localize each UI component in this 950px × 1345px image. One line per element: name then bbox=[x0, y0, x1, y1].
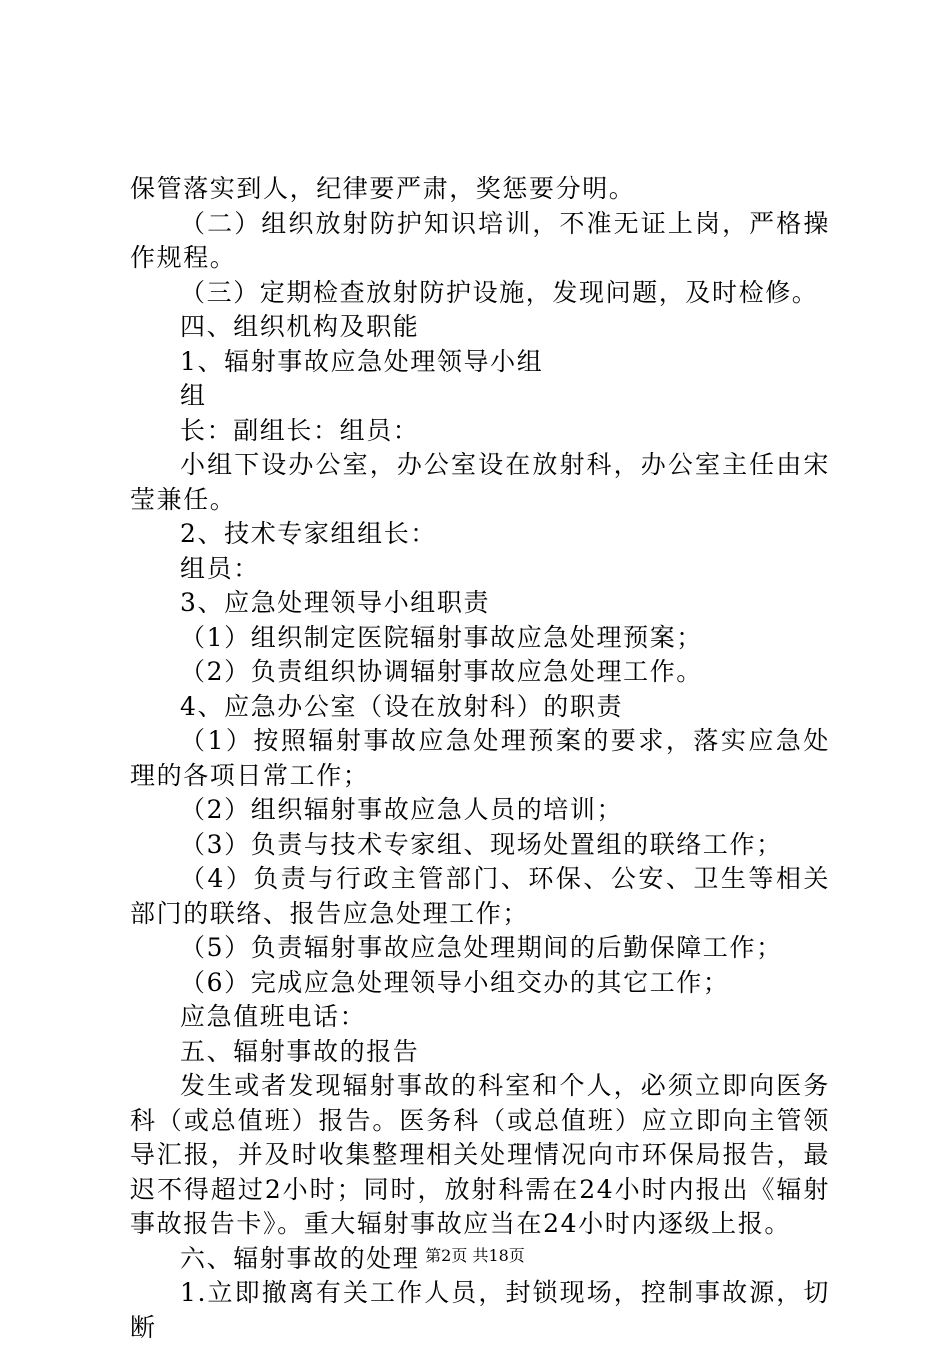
paragraph: （2）负责组织协调辐射事故应急处理工作。 bbox=[180, 657, 703, 686]
paragraph: 1、辐射事故应急处理领导小组 bbox=[180, 346, 544, 376]
paragraph: 应急值班电话： bbox=[180, 1002, 367, 1031]
paragraph: 长：副组长：组员： bbox=[180, 415, 420, 445]
paragraph: （4）负责与行政主管部门、环保、公安、卫生等相关部门的联络、报告应急处理工作； bbox=[130, 864, 830, 928]
paragraph: 组 bbox=[180, 381, 207, 410]
paragraph: （1）按照辐射事故应急处理预案的要求，落实应急处理的各项日常工作； bbox=[130, 726, 830, 790]
paragraph: 小组下设办公室，办公室设在放射科，办公室主任由宋莹兼任。 bbox=[130, 450, 830, 514]
paragraph: 保管落实到人，纪律要严肃，奖惩要分明。 bbox=[130, 174, 636, 203]
paragraph: （3）负责与技术专家组、现场处置组的联络工作； bbox=[180, 829, 783, 859]
paragraph: 四、组织机构及职能 bbox=[180, 312, 420, 341]
paragraph: （2）组织辐射事故应急人员的培训； bbox=[180, 795, 624, 824]
paragraph: （三）定期检查放射防护设施，发现问题，及时检修。 bbox=[180, 277, 819, 307]
paragraph: 五、辐射事故的报告 bbox=[180, 1036, 420, 1066]
paragraph: 1.立即撤离有关工作人员，封锁现场，控制事故源，切断 bbox=[130, 1278, 830, 1342]
paragraph: 3、应急处理领导小组职责 bbox=[180, 588, 491, 617]
paragraph: （1）组织制定医院辐射事故应急处理预案； bbox=[180, 622, 703, 652]
paragraph: 组员： bbox=[180, 553, 260, 583]
paragraph: （二）组织放射防护知识培训，不准无证上岗，严格操作规程。 bbox=[130, 208, 830, 272]
document-body bbox=[130, 172, 830, 1345]
paragraph: 六、辐射事故的处理 bbox=[180, 1243, 420, 1273]
paragraph: （6）完成应急处理领导小组交办的其它工作； bbox=[180, 967, 730, 997]
page-footer: 第2页 共18页 bbox=[425, 1246, 525, 1265]
paragraph: （5）负责辐射事故应急处理期间的后勤保障工作； bbox=[180, 933, 783, 962]
paragraph: 发生或者发现辐射事故的科室和个人，必须立即向医务科（或总值班）报告。医务科（或总值班）应立即向主管领导汇报，并及时收集整理相关处理情况向市环保局报告，最迟不得超过2小时；同时，放射科需在24小时内报出《辐射事故报告卡》。重大辐射事故应当在24小时内逐级上报。 bbox=[130, 1071, 830, 1238]
paragraph: 4、应急办公室（设在放射科）的职责 bbox=[180, 691, 624, 721]
paragraph: 2、技术专家组组长： bbox=[180, 519, 437, 548]
